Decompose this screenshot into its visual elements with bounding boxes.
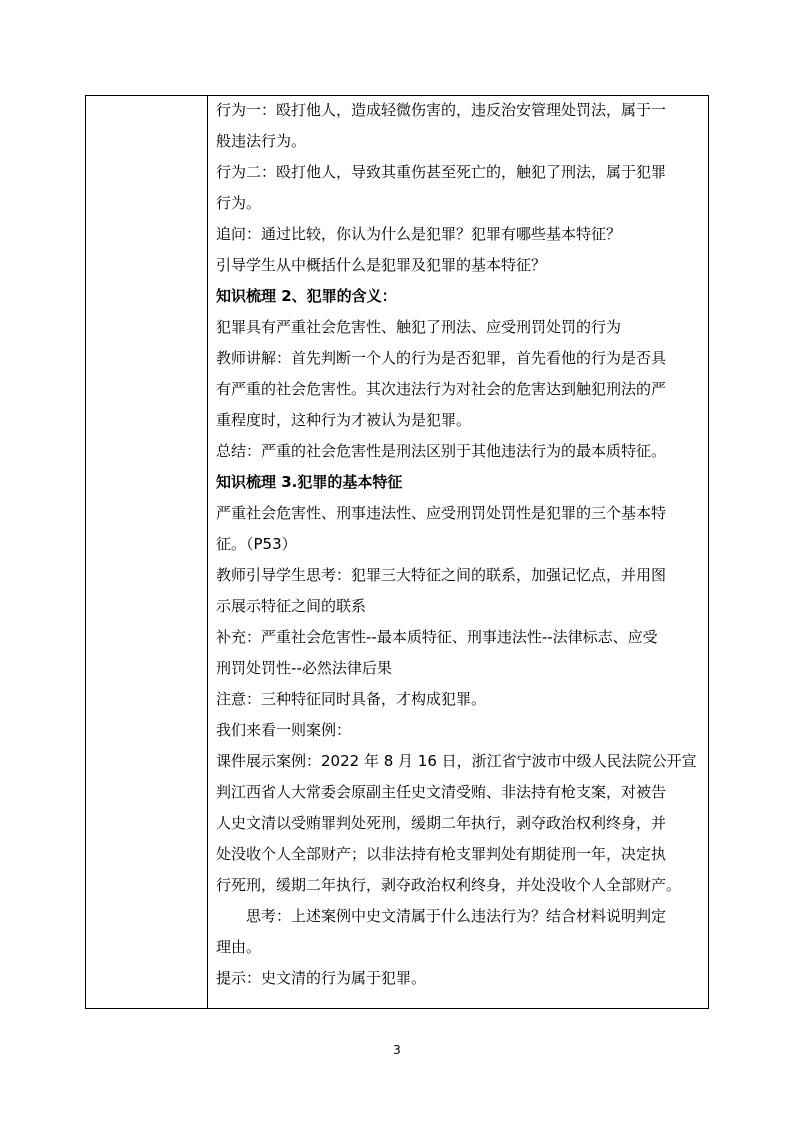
text-line: 追问：通过比较，你认为什么是犯罪？犯罪有哪些基本特征？ <box>216 225 622 243</box>
text-line: 思考：上述案例中史文清属于什么违法行为？结合材料说明判定 <box>246 907 667 925</box>
document-table <box>85 95 709 1009</box>
text-line: 我们来看一则案例： <box>216 721 352 739</box>
text-line: 补充：严重社会危害性--最本质特征、刑事违法性--法律标志、应受 <box>216 628 658 646</box>
text-line: 判江西省人大常委会原副主任史文清受贿、非法持有枪支案，对被告 <box>216 783 667 801</box>
text-line: 总结：严重的社会危害性是刑法区别于其他违法行为的最本质特征。 <box>216 442 667 460</box>
page-number: 3 <box>393 1043 401 1057</box>
text-line: 行为一：殴打他人，造成轻微伤害的，违反治安管理处罚法，属于一 <box>216 101 667 119</box>
text-line: 理由。 <box>216 938 262 956</box>
section-heading: 知识梳理 2、犯罪的含义： <box>216 287 397 305</box>
text-line: 重程度时，这种行为才被认为是犯罪。 <box>216 411 472 429</box>
text-line: 人史文清以受贿罪判处死刑，缓期二年执行，剥夺政治权利终身，并 <box>216 814 667 832</box>
text-line: 严重社会危害性、刑事违法性、应受刑罚处罚性是犯罪的三个基本特 <box>216 504 667 522</box>
text-line: 犯罪具有严重社会危害性、触犯了刑法、应受刑罚处罚的行为 <box>216 318 622 336</box>
text-line: 行为。 <box>216 194 262 212</box>
text-line: 注意：三种特征同时具备，才构成犯罪。 <box>216 690 487 708</box>
text-line: 处没收个人全部财产；以非法持有枪支罪判处有期徒刑一年，决定执 <box>216 845 667 863</box>
text-line: 教师讲解：首先判断一个人的行为是否犯罪，首先看他的行为是否具 <box>216 349 667 367</box>
text-line: 引导学生从中概括什么是犯罪及犯罪的基本特征？ <box>216 256 547 274</box>
section-heading: 知识梳理 3.犯罪的基本特征 <box>216 473 403 491</box>
content-cell <box>216 96 704 995</box>
text-line: 行为二：殴打他人，导致其重伤甚至死亡的，触犯了刑法，属于犯罪 <box>216 163 667 181</box>
column-divider <box>207 96 208 1008</box>
text-line: 刑罚处罚性--必然法律后果 <box>216 659 392 677</box>
text-line: 提示：史文清的行为属于犯罪。 <box>216 969 427 987</box>
text-line: 课件展示案例：2022 年 8 月 16 日，浙江省宁波市中级人民法院公开宣 <box>216 752 697 770</box>
text-line: 征。（P53） <box>216 535 297 553</box>
text-line: 教师引导学生思考：犯罪三大特征之间的联系，加强记忆点，并用图 <box>216 566 667 584</box>
text-line: 般违法行为。 <box>216 132 307 150</box>
text-line: 行死刑，缓期二年执行，剥夺政治权利终身，并处没收个人全部财产。 <box>216 876 682 894</box>
text-line: 示展示特征之间的联系 <box>216 597 367 615</box>
text-line: 有严重的社会危害性。其次违法行为对社会的危害达到触犯刑法的严 <box>216 380 667 398</box>
